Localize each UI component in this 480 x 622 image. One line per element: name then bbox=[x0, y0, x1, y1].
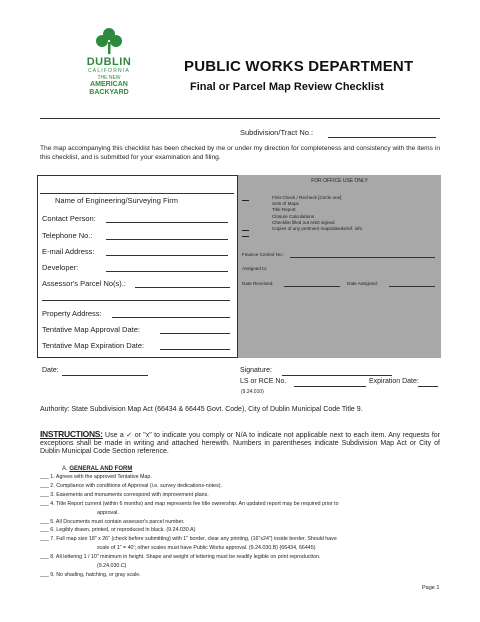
check-blank-2[interactable] bbox=[242, 230, 249, 231]
date-assigned-label: Date Assigned: bbox=[347, 281, 378, 286]
contact-label: Contact Person: bbox=[42, 214, 96, 223]
license-expiration-field[interactable] bbox=[418, 386, 438, 387]
logo-tagline-2: AMERICAN bbox=[90, 81, 128, 88]
signature-field[interactable] bbox=[282, 375, 392, 376]
office-item: Checklist filled out AND signed bbox=[272, 219, 335, 225]
checklist-item[interactable]: ___ 3. Easements and monuments correspond with improvement plans. bbox=[40, 491, 209, 498]
date-assigned-field[interactable] bbox=[389, 286, 435, 287]
checklist-item[interactable]: ___ 6. Legibly drawn, printed, or reproduced in black. (9.24.030.A) bbox=[40, 527, 196, 534]
telephone-label: Telephone No.: bbox=[42, 231, 93, 240]
logo-dublin-text: DUBLIN bbox=[86, 56, 132, 68]
subdivision-field[interactable] bbox=[328, 137, 436, 138]
finance-control-label: Finance Control No.: bbox=[242, 252, 285, 257]
parcel-field-2[interactable] bbox=[42, 300, 230, 301]
office-item: Sets of Maps bbox=[272, 201, 299, 207]
property-field[interactable] bbox=[112, 317, 230, 318]
office-item: Closure Calculations bbox=[272, 213, 315, 219]
firm-name-field[interactable] bbox=[40, 193, 234, 194]
expiration-date-label: Tentative Map Expiration Date: bbox=[42, 341, 145, 350]
checklist-item-cont: scale of 1" = 40'; other scales must have Public Works approval. (9.24.030.B) (66434, 66445) bbox=[97, 545, 316, 552]
checklist-item[interactable]: ___ 2. Compliance with conditions of Approval (i.e. survey dedications-notes). bbox=[40, 482, 222, 489]
approval-date-field[interactable] bbox=[160, 333, 230, 334]
contact-field[interactable] bbox=[106, 222, 228, 223]
checklist bbox=[40, 473, 444, 580]
email-label: E-mail Address: bbox=[42, 247, 95, 256]
instructions bbox=[40, 430, 440, 456]
parcel-label: Assessor's Parcel No(s).: bbox=[42, 279, 126, 288]
developer-field[interactable] bbox=[106, 271, 228, 272]
instructions-heading: INSTRUCTIONS: bbox=[40, 429, 103, 439]
signature-label: Signature: bbox=[240, 367, 272, 374]
parcel-field[interactable] bbox=[135, 287, 230, 288]
section-title: GENERAL AND FORM bbox=[69, 466, 133, 472]
shamrock-icon bbox=[94, 26, 124, 56]
email-field[interactable] bbox=[106, 255, 228, 256]
office-checklist bbox=[272, 195, 362, 232]
expiration-date-field[interactable] bbox=[160, 349, 230, 350]
expiration-label: Expiration Date: bbox=[369, 378, 419, 385]
checklist-item-cont: (9.24.030.C) bbox=[97, 563, 127, 570]
checklist-item[interactable]: ___ 7. Full map size 18" x 26" (check before submitting) with 1" border, clear any printing, (16"x24") inside border. Should have bbox=[40, 536, 337, 543]
checklist-item[interactable]: ___ 5. All Documents must contain assessor's parcel number. bbox=[40, 518, 185, 525]
firm-name-label: Name of Engineering/Surveying Firm bbox=[55, 196, 178, 205]
subdivision-label: Subdivision/Tract No.: bbox=[240, 128, 314, 137]
checklist-item[interactable]: ___ 4. Title Report current (within 6 months) and map represents fee title ownership. An updated report may be required prior to bbox=[40, 500, 339, 507]
logo-california-text: CALIFORNIA bbox=[87, 68, 130, 74]
date-received-field[interactable] bbox=[284, 286, 340, 287]
finance-control-field[interactable] bbox=[290, 257, 435, 258]
authority-text: Authority: State Subdivision Map Act (66434 & 66445 Govt. Code), City of Dublin Municipal Code Title 9. bbox=[40, 406, 363, 413]
approval-date-label: Tentative Map Approval Date: bbox=[42, 325, 140, 334]
telephone-field[interactable] bbox=[106, 239, 228, 240]
check-blank-3[interactable] bbox=[242, 236, 249, 237]
office-item: Copies of any pertinent maps/deeds/ref. info bbox=[272, 226, 363, 232]
developer-label: Developer: bbox=[42, 263, 79, 272]
intro-paragraph: The map accompanying this checklist has been checked by me or under my direction for completeness and consistency with the items in this checklist, and is submitted for your examination and filing. bbox=[40, 145, 440, 161]
check-blank-1[interactable] bbox=[242, 200, 249, 201]
logo-tagline-3: BACKYARD bbox=[89, 89, 129, 96]
checklist-item[interactable]: ___ 1. Agrees with the approved Tentative Map. bbox=[40, 474, 152, 480]
date-field[interactable] bbox=[62, 375, 148, 376]
header-divider bbox=[40, 118, 440, 119]
property-label: Property Address: bbox=[42, 309, 102, 318]
page-title: PUBLIC WORKS DEPARTMENT bbox=[184, 58, 414, 75]
date-label: Date: bbox=[42, 367, 59, 374]
checklist-item[interactable]: ___ 8. All lettering 1 / 10" minimum in height. Shape and weight of lettering must be readily legible on print reproduction. bbox=[40, 554, 321, 561]
section-letter: A. bbox=[62, 466, 68, 472]
office-use-panel bbox=[237, 175, 441, 358]
page-number: Page 1 bbox=[422, 585, 440, 591]
instructions-text: Use a ✓ or "x" to indicate you comply or N/A to indicate not applicable next to each item. Any requests for exceptions shall be made in writing and attached herewith. Numbers in parentheses indicate Subdivision Map Act or City of Dublin Municipal Code Section reference. bbox=[40, 432, 440, 455]
code-reference: (9.24.010) bbox=[241, 389, 264, 395]
dublin-logo bbox=[76, 26, 142, 97]
date-received-label: Date Received: bbox=[242, 281, 274, 286]
office-item: Title Report bbox=[272, 207, 296, 213]
page-subtitle: Final or Parcel Map Review Checklist bbox=[190, 81, 384, 93]
checklist-item[interactable]: ___ 9. No shading, hatching, or gray scale. bbox=[40, 571, 141, 578]
logo-tagline-1: THE NEW bbox=[97, 75, 121, 81]
section-a-heading bbox=[62, 466, 132, 472]
office-item: First Check / Recheck [Circle one] bbox=[272, 195, 342, 200]
checklist-item-cont: approval. bbox=[97, 509, 119, 516]
assigned-to-label: Assigned to: bbox=[242, 266, 268, 271]
license-label: LS or RCE No. bbox=[240, 378, 287, 385]
license-field[interactable] bbox=[294, 386, 366, 387]
office-use-title: FOR OFFICE USE ONLY bbox=[311, 178, 368, 184]
